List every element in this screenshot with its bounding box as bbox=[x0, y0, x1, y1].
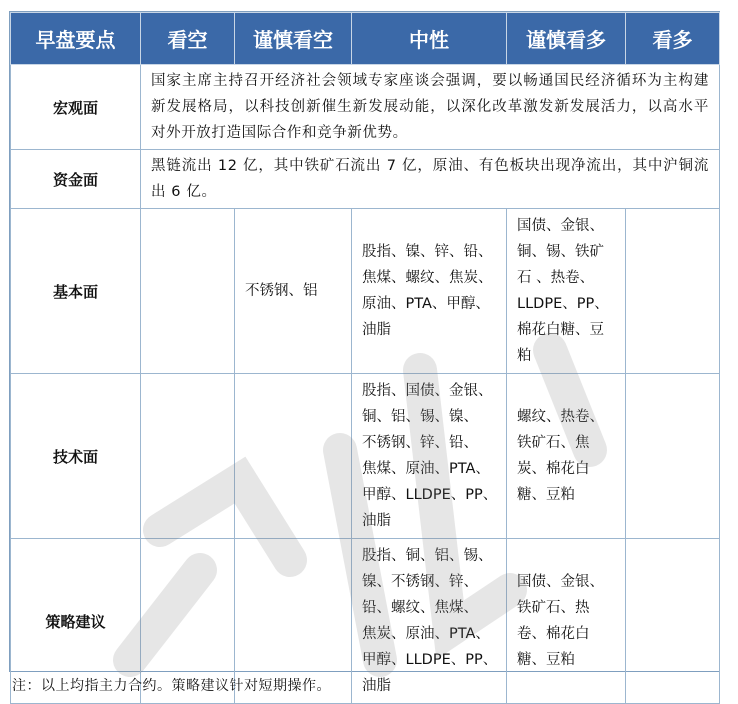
list-item: 棉花白糖、豆 bbox=[517, 322, 604, 338]
list-item: 股指、国债、金银、 bbox=[362, 383, 493, 399]
list-item: 国债、金银、 bbox=[517, 574, 604, 590]
list-item: 铁矿石、热 bbox=[517, 600, 590, 616]
fundamental-bullish bbox=[626, 209, 720, 374]
table-row-technical bbox=[11, 374, 720, 539]
list-item: 铅、螺纹、焦煤、 bbox=[362, 600, 478, 616]
technical-cautious-bullish bbox=[507, 374, 626, 539]
header-bullish: 看多 bbox=[626, 13, 720, 65]
table-row-macro bbox=[11, 65, 720, 150]
strategy-neutral bbox=[352, 539, 507, 704]
fundamental-bearish bbox=[141, 209, 235, 374]
list-item: 镍、不锈钢、锌、 bbox=[362, 574, 478, 590]
list-item: 焦煤、螺纹、焦炭、 bbox=[362, 270, 493, 286]
strategy-bullish bbox=[626, 539, 720, 704]
table-row-funds bbox=[11, 150, 720, 209]
list-item: 油脂 bbox=[362, 513, 391, 529]
row-label-strategy: 策略建议 bbox=[11, 539, 141, 704]
technical-cautious-bearish bbox=[235, 374, 352, 539]
technical-bullish bbox=[626, 374, 720, 539]
list-item: 铜、铝、锡、镍、 bbox=[362, 409, 478, 425]
list-item: 油脂 bbox=[362, 678, 391, 694]
list-item: 甲醇、LLDPE、PP、 bbox=[362, 487, 498, 503]
list-item: 焦炭、原油、PTA、 bbox=[362, 626, 490, 642]
fundamental-cautious-bullish bbox=[507, 209, 626, 374]
header-row bbox=[11, 13, 720, 65]
list-item: 甲醇、LLDPE、PP、 bbox=[362, 652, 498, 668]
list-item: 铁矿石、焦 bbox=[517, 435, 590, 451]
header-neutral: 中性 bbox=[352, 13, 507, 65]
funds-text: 黑链流出 12 亿，其中铁矿石流出 7 亿，原油、有色板块出现净流出，其中沪铜流出 6 亿。 bbox=[141, 150, 720, 209]
list-item: 石 、热卷、 bbox=[517, 270, 595, 286]
strategy-cautious-bullish bbox=[507, 539, 626, 704]
technical-neutral bbox=[352, 374, 507, 539]
list-item: 铜、锡、铁矿 bbox=[517, 244, 604, 260]
list-item: 炭、棉花白 bbox=[517, 461, 590, 477]
row-label-macro: 宏观面 bbox=[11, 65, 141, 150]
list-item: LLDPE、PP、 bbox=[517, 296, 609, 312]
list-item: 糖、豆粕 bbox=[517, 487, 575, 503]
list-item: 油脂 bbox=[362, 322, 391, 338]
list-item: 国债、金银、 bbox=[517, 218, 604, 234]
list-item: 不锈钢、锌、铅、 bbox=[362, 435, 478, 451]
header-bearish: 看空 bbox=[141, 13, 235, 65]
technical-bearish bbox=[141, 374, 235, 539]
list-item: 原油、PTA、甲醇、 bbox=[362, 296, 490, 312]
header-cautious-bearish: 谨慎看空 bbox=[235, 13, 352, 65]
header-cautious-bullish: 谨慎看多 bbox=[507, 13, 626, 65]
row-label-funds: 资金面 bbox=[11, 150, 141, 209]
macro-text: 国家主席主持召开经济社会领域专家座谈会强调，要以畅通国民经济循环为主构建新发展格局，以科技创新催生新发展动能，以深化改革激发新发展活力，以高水平对外开放打造国际合作和竞争新优势。 bbox=[141, 65, 720, 150]
list-item: 粕 bbox=[517, 348, 532, 364]
list-item: 焦煤、原油、PTA、 bbox=[362, 461, 490, 477]
row-label-technical: 技术面 bbox=[11, 374, 141, 539]
list-item: 股指、镍、锌、铅、 bbox=[362, 244, 493, 260]
fundamental-cautious-bearish: 不锈钢、铝 bbox=[235, 209, 352, 374]
table-row-fundamental bbox=[11, 209, 720, 374]
morning-brief-table bbox=[10, 12, 720, 704]
footnote: 注：以上均指主力合约。策略建议针对短期操作。 bbox=[12, 678, 331, 694]
row-label-fundamental: 基本面 bbox=[11, 209, 141, 374]
list-item: 螺纹、热卷、 bbox=[517, 409, 604, 425]
list-item: 糖、豆粕 bbox=[517, 652, 575, 668]
fundamental-neutral bbox=[352, 209, 507, 374]
list-item: 股指、铜、铝、锡、 bbox=[362, 548, 493, 564]
header-key-points: 早盘要点 bbox=[11, 13, 141, 65]
list-item: 卷、棉花白 bbox=[517, 626, 590, 642]
